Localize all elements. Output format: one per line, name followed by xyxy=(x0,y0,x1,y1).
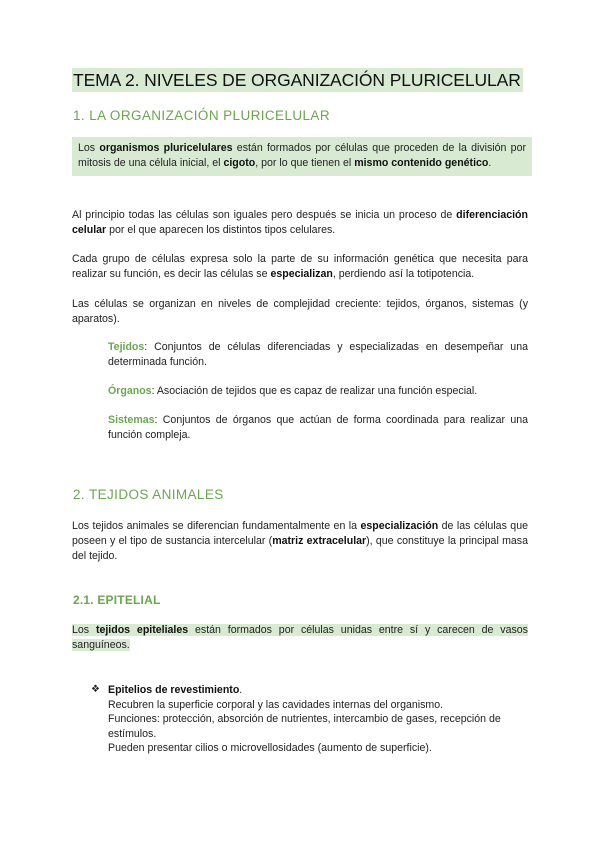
s2p1-text-1: Los tejidos animales se diferencian fundamentalmente en la xyxy=(72,520,361,532)
p1-text-2: por el que aparecen los distintos tipos celulares. xyxy=(106,224,336,236)
section-heading-organizacion: 1. LA ORGANIZACIÓN PLURICELULAR xyxy=(73,108,330,123)
box-text-3: , por lo que tienen el xyxy=(255,157,355,169)
level-text-sistemas: : Conjuntos de órganos que actúan de forma coordinada para realizar una función compleja. xyxy=(108,414,528,441)
paragraph-niveles: Las células se organizan en niveles de complejidad creciente: tejidos, órganos, sistemas (y aparatos). xyxy=(72,298,528,325)
level-item-sistemas xyxy=(108,413,528,443)
bullet-line-2: Funciones: protección, absorción de nutrientes, intercambio de gases, recepción de estímulos. xyxy=(108,713,501,740)
paragraph-tejidos-animales xyxy=(72,519,528,564)
ep-bold-1: tejidos epiteliales xyxy=(95,624,189,636)
level-item-tejidos xyxy=(108,340,528,370)
level-text-tejidos: : Conjuntos de células diferenciadas y especializadas en desempeñar una determinada función. xyxy=(108,341,528,368)
p1-bold-1: diferenciación celular xyxy=(72,209,528,236)
level-item-organos xyxy=(108,384,528,399)
p2-text-2: , perdiendo así la totipotencia. xyxy=(332,268,475,280)
box-text-1: Los xyxy=(78,142,100,154)
highlight-box-pluricelulares xyxy=(72,137,532,176)
paragraph-especializan xyxy=(72,252,528,282)
s2p1-bold-1: especialización xyxy=(360,520,439,532)
level-term-sistemas: Sistemas xyxy=(108,414,155,426)
bullet-title: Epitelios de revestimiento xyxy=(108,684,240,696)
box-bold-2: cigoto xyxy=(223,157,256,169)
ep-text-2: están formados por células unidas entre sí y carecen de vasos sanguíneos. xyxy=(72,624,528,651)
subsection-heading-epitelial: 2.1. EPITELIAL xyxy=(73,593,161,607)
level-term-organos: Órganos xyxy=(108,385,152,397)
p2-text-1: Cada grupo de células expresa solo la parte de su información genética que necesita para realizar su función, es decir las células se xyxy=(72,253,528,280)
paragraph-diferenciacion xyxy=(72,208,528,238)
bullet-line-1: Recubren la superficie corporal y las cavidades internas del organismo. xyxy=(108,698,444,711)
bullet-revestimiento xyxy=(108,683,538,756)
box-bold-1: organismos pluricelulares xyxy=(99,142,233,154)
box-text-2: están formados por células que proceden de la división por mitosis de una célula inicial, el xyxy=(78,142,526,169)
section-heading-tejidos-animales: 2. TEJIDOS ANIMALES xyxy=(73,487,224,502)
level-text-organos: : Asociación de tejidos que es capaz de realizar una función especial. xyxy=(151,385,478,397)
bullet-line-3: Pueden presentar cilios o microvellosidades (aumento de superficie). xyxy=(108,742,432,754)
bullet-title-end: . xyxy=(239,684,243,696)
s2p1-text-3: ), que constituye la principal masa del tejido. xyxy=(72,535,528,562)
paragraph-epiteliales xyxy=(72,623,528,653)
ep-text-1: Los xyxy=(72,624,96,636)
p1-text-1: Al principio todas las células son iguales pero después se inicia un proceso de xyxy=(72,209,457,221)
bullet-title-line xyxy=(108,683,538,698)
p2-bold-1: especializan xyxy=(270,268,333,280)
s2p1-text-2: de las células que poseen y el tipo de sustancia intercelular ( xyxy=(72,520,528,547)
box-bold-3: mismo contenido genético xyxy=(354,157,489,169)
page-title: TEMA 2. NIVELES DE ORGANIZACIÓN PLURICELULAR xyxy=(73,70,521,90)
box-text-4: . xyxy=(488,157,492,169)
level-term-tejidos: Tejidos xyxy=(108,341,145,353)
s2p1-bold-2: matriz extracelular xyxy=(272,535,367,547)
diamond-bullet-icon: ❖ xyxy=(91,684,100,695)
